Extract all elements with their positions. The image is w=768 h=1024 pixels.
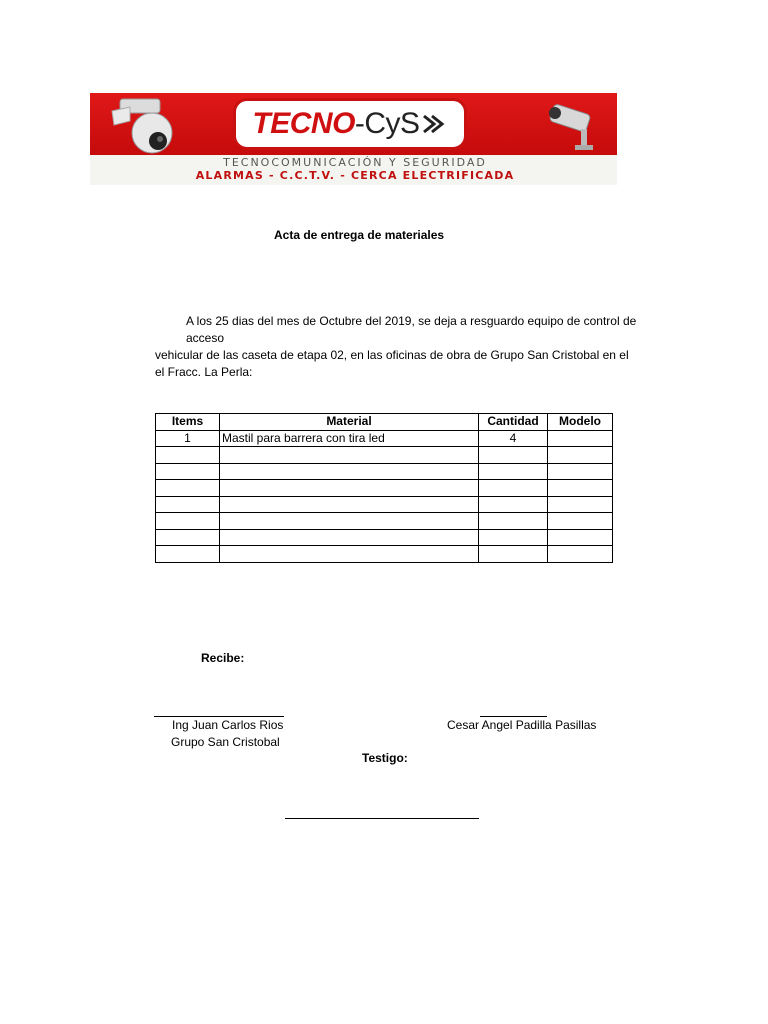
cell-modelo [548, 496, 613, 513]
cell-material [220, 546, 479, 563]
document-title: Acta de entrega de materiales [274, 228, 445, 242]
signer-left-org: Grupo San Cristobal [171, 735, 280, 749]
recibe-label: Recibe: [201, 651, 245, 665]
cell-material: Mastil para barrera con tira led [220, 430, 479, 447]
testigo-label: Testigo: [362, 751, 408, 765]
signature-line-left [154, 716, 284, 717]
cell-modelo [548, 430, 613, 447]
cell-cantidad [479, 546, 548, 563]
logo-brand-dark: -CyS [354, 107, 420, 140]
company-tagline: TECNOCOMUNICACIÓN Y SEGURIDAD [223, 156, 487, 169]
cell-cantidad [479, 496, 548, 513]
table-row [156, 480, 613, 497]
company-logo [233, 98, 467, 150]
cell-items [156, 447, 220, 464]
table-header-row [156, 414, 613, 431]
cell-material [220, 513, 479, 530]
cell-items [156, 480, 220, 497]
table-row [156, 463, 613, 480]
bullet-camera-icon [545, 99, 605, 155]
cell-modelo [548, 546, 613, 563]
header-cantidad: Cantidad [479, 414, 548, 431]
signature-line-right [480, 716, 547, 717]
paragraph-line: el Fracc. La Perla: [155, 365, 253, 379]
cell-modelo [548, 463, 613, 480]
cell-material [220, 463, 479, 480]
cell-cantidad [479, 480, 548, 497]
logo-brand-red: TECNO [252, 107, 355, 140]
dome-camera-icon [100, 97, 175, 159]
cell-items [156, 513, 220, 530]
cell-material [220, 496, 479, 513]
table-row [156, 529, 613, 546]
header-material: Material [220, 414, 479, 431]
company-services: ALARMAS - C.C.T.V. - CERCA ELECTRIFICADA [195, 169, 515, 182]
signer-left-name: Ing Juan Carlos Rios [172, 718, 284, 732]
cell-cantidad [479, 447, 548, 464]
cell-cantidad [479, 463, 548, 480]
cell-cantidad: 4 [479, 430, 548, 447]
signature-line-witness [285, 818, 479, 819]
logo-chevron-icon [422, 113, 448, 135]
company-banner [90, 93, 617, 185]
table-row [156, 430, 613, 447]
table-row [156, 496, 613, 513]
header-items: Items [156, 414, 220, 431]
paragraph-line: vehicular de las caseta de etapa 02, en las oficinas de obra de Grupo San Cristobal en el [155, 348, 629, 362]
cell-cantidad [479, 513, 548, 530]
header-modelo: Modelo [548, 414, 613, 431]
cell-items [156, 463, 220, 480]
cell-modelo [548, 513, 613, 530]
cell-items [156, 496, 220, 513]
cell-material [220, 480, 479, 497]
document-paragraph [155, 313, 655, 381]
table-row [156, 447, 613, 464]
cell-items: 1 [156, 430, 220, 447]
signer-right-name: Cesar Angel Padilla Pasillas [447, 718, 597, 732]
cell-modelo [548, 447, 613, 464]
table-row [156, 546, 613, 563]
paragraph-line: A los 25 dias del mes de Octubre del 2019, se deja a resguardo equipo de control de acceso [186, 314, 637, 345]
table-row [156, 513, 613, 530]
cell-items [156, 529, 220, 546]
cell-items [156, 546, 220, 563]
materials-table [155, 413, 613, 563]
cell-material [220, 447, 479, 464]
cell-modelo [548, 480, 613, 497]
cell-modelo [548, 529, 613, 546]
cell-cantidad [479, 529, 548, 546]
cell-material [220, 529, 479, 546]
